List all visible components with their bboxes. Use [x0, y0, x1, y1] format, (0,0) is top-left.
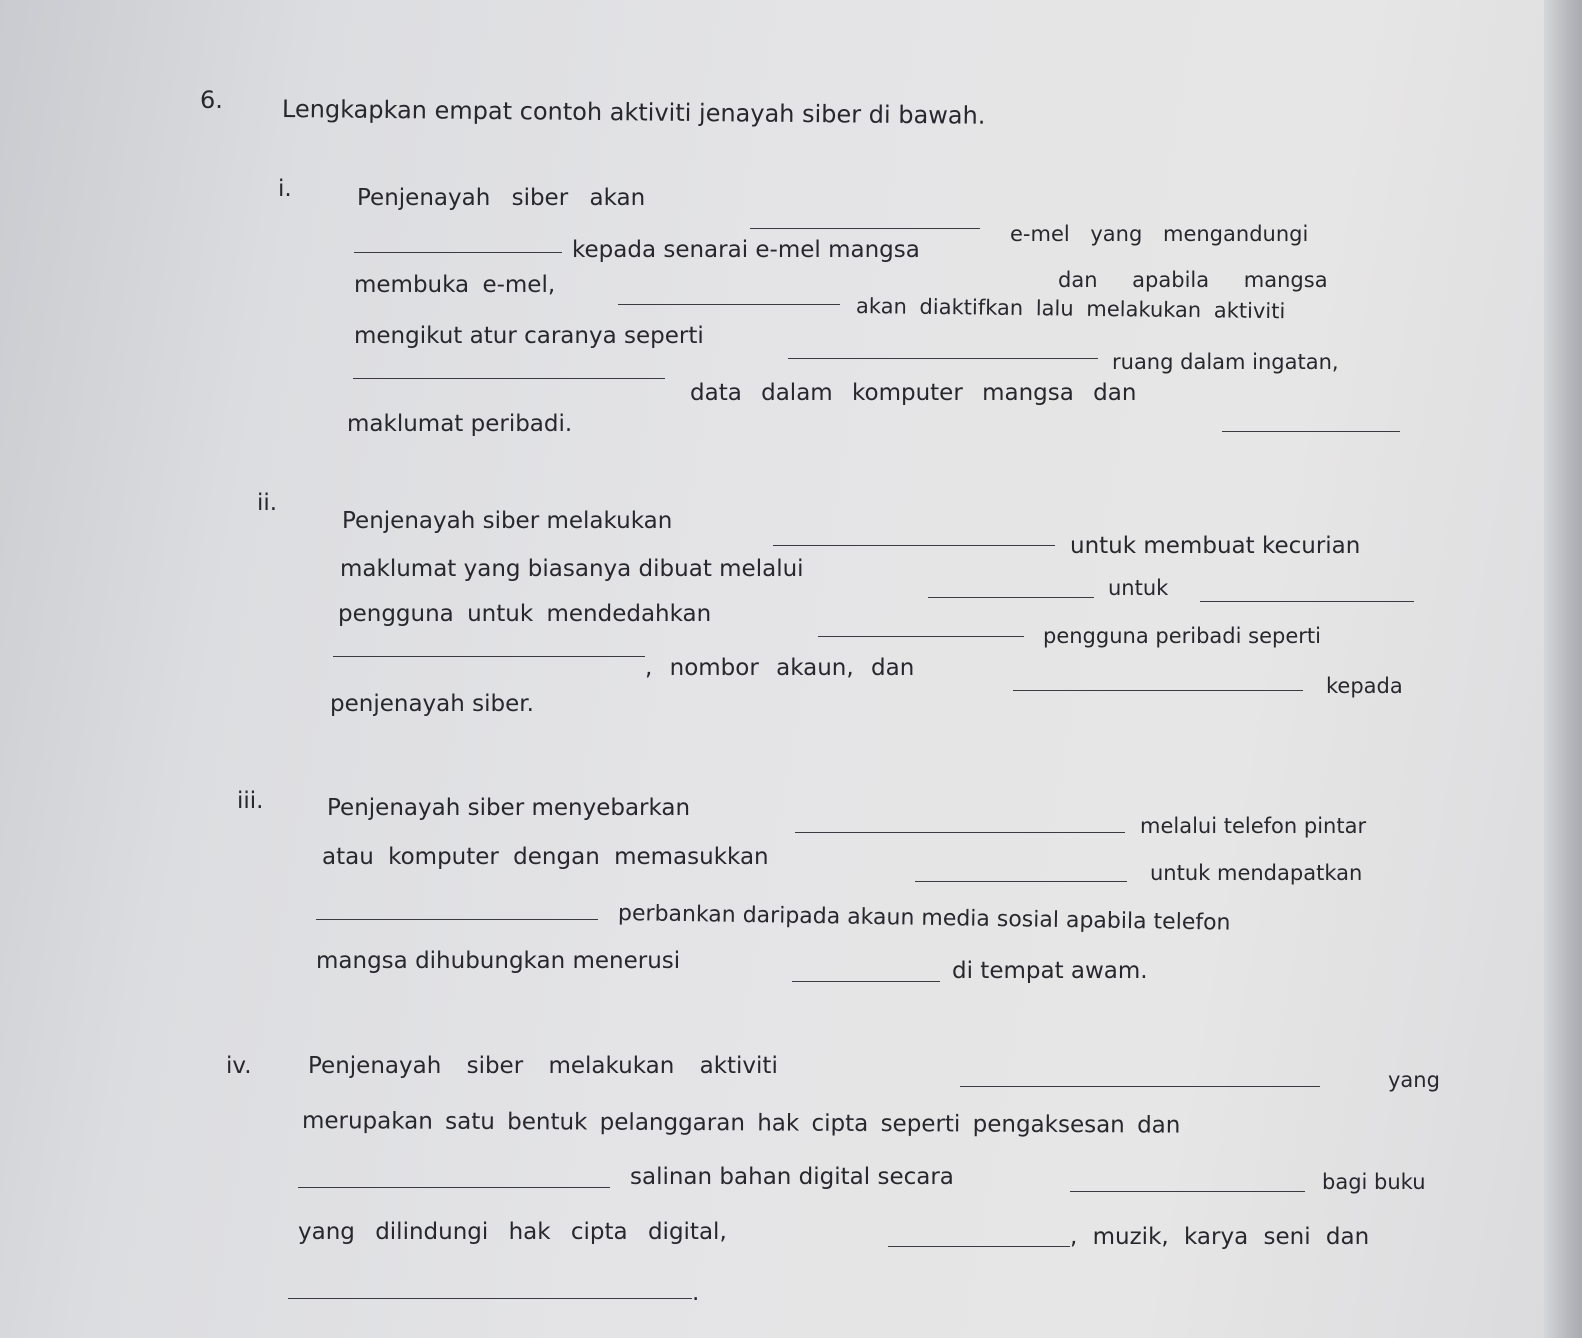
item-text-line: Penjenayah siber melakukan	[342, 508, 673, 534]
item-text-line: dan apabila mangsa	[1058, 268, 1328, 292]
page-edge-shadow	[1544, 0, 1582, 1338]
fill-blank[interactable]	[960, 1086, 1320, 1087]
item-text-line: yang dilindungi hak cipta digital,	[298, 1219, 727, 1245]
fill-blank[interactable]	[353, 378, 665, 379]
item-text-line: Penjenayah siber akan	[357, 185, 646, 211]
item-numeral: ii.	[257, 490, 278, 516]
item-text-line: mengikut atur caranya seperti	[354, 323, 704, 349]
fill-blank[interactable]	[1070, 1191, 1305, 1192]
fill-blank[interactable]	[1200, 601, 1414, 602]
fill-blank[interactable]	[788, 358, 1098, 359]
item-text-line: Penjenayah siber melakukan aktiviti	[308, 1053, 778, 1079]
item-text-line: bagi buku	[1322, 1170, 1426, 1194]
item-text-line: di tempat awam.	[952, 958, 1148, 984]
fill-blank[interactable]	[618, 304, 840, 305]
item-text-line: ruang dalam ingatan,	[1112, 350, 1339, 374]
item-text-line: perbankan daripada akaun media sosial apabila telefon	[617, 901, 1231, 936]
fill-blank[interactable]	[354, 252, 562, 253]
item-text-line: Penjenayah siber menyebarkan	[327, 795, 691, 821]
item-text-line: kepada senarai e-mel mangsa	[572, 237, 920, 263]
question-number: 6.	[200, 86, 223, 114]
item-numeral: iii.	[237, 788, 264, 814]
item-text-line: atau komputer dengan memasukkan	[322, 844, 769, 870]
fill-blank[interactable]	[773, 545, 1055, 546]
item-text-line: .	[692, 1280, 700, 1306]
fill-blank[interactable]	[333, 656, 645, 657]
item-text-line: mangsa dihubungkan menerusi	[316, 948, 681, 974]
item-text-line: penjenayah siber.	[330, 691, 534, 717]
fill-blank[interactable]	[288, 1298, 692, 1299]
fill-blank[interactable]	[888, 1246, 1070, 1247]
item-text-line: merupakan satu bentuk pelanggaran hak cipta seperti pengaksesan dan	[301, 1108, 1181, 1139]
item-text-line: untuk mendapatkan	[1150, 861, 1363, 885]
question-instruction: Lengkapkan empat contoh aktiviti jenayah siber di bawah.	[281, 95, 986, 130]
item-text-line: pengguna untuk mendedahkan	[338, 601, 712, 627]
item-numeral: i.	[278, 176, 292, 202]
item-text-line: kepada	[1326, 674, 1403, 698]
item-text-line: data dalam komputer mangsa dan	[690, 380, 1137, 406]
fill-blank[interactable]	[1222, 431, 1400, 432]
fill-blank[interactable]	[818, 636, 1024, 637]
fill-blank[interactable]	[1013, 690, 1303, 691]
item-text-line: pengguna peribadi seperti	[1043, 624, 1321, 648]
item-text-line: membuka e-mel,	[354, 272, 556, 298]
fill-blank[interactable]	[915, 881, 1127, 882]
item-text-line: akan diaktifkan lalu melakukan aktiviti	[855, 294, 1286, 324]
fill-blank[interactable]	[750, 228, 980, 229]
fill-blank[interactable]	[792, 981, 940, 982]
item-text-line: , muzik, karya seni dan	[1070, 1224, 1370, 1250]
item-text-line: maklumat yang biasanya dibuat melalui	[340, 556, 804, 582]
item-text-line: untuk membuat kecurian	[1070, 533, 1361, 559]
fill-blank[interactable]	[795, 832, 1125, 833]
item-text-line: salinan bahan digital secara	[630, 1164, 954, 1190]
item-text-line: maklumat peribadi.	[347, 411, 573, 437]
item-text-line: e-mel yang mengandungi	[1010, 222, 1309, 246]
item-text-line: melalui telefon pintar	[1140, 814, 1367, 838]
item-text-line: untuk	[1108, 576, 1169, 600]
item-text-line: , nombor akaun, dan	[645, 655, 915, 681]
fill-blank[interactable]	[298, 1187, 610, 1188]
item-text-line: yang	[1388, 1068, 1440, 1092]
fill-blank[interactable]	[316, 919, 598, 920]
fill-blank[interactable]	[928, 597, 1094, 598]
item-numeral: iv.	[226, 1053, 252, 1079]
